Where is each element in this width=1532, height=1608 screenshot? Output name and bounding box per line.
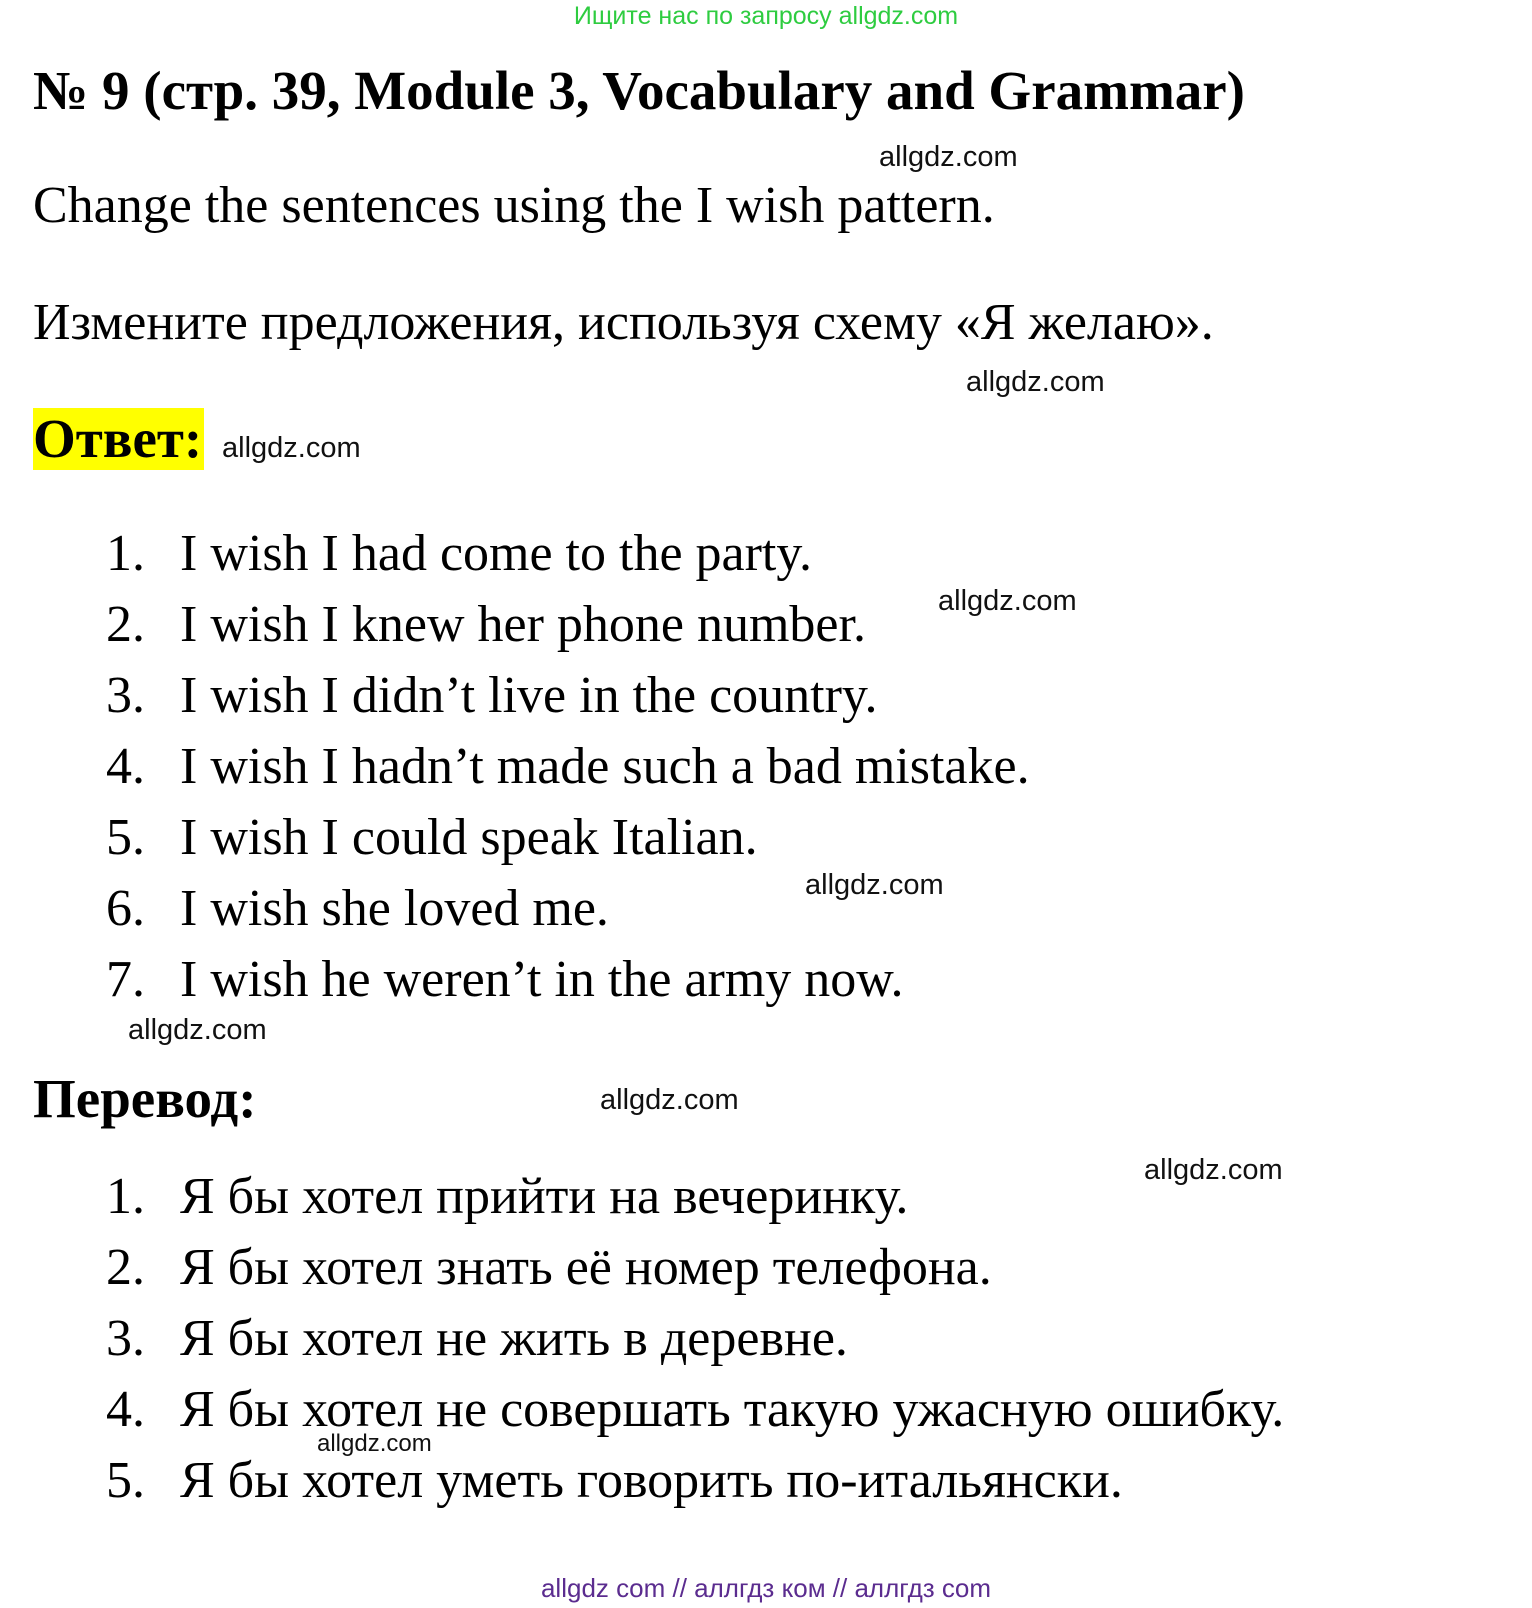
watermark: allgdz.com [966,366,1105,398]
item-number: 2. [106,596,145,653]
instruction-english: Change the sentences using the I wish pattern. [33,177,995,234]
item-number: 4. [106,738,145,795]
item-text: I wish she loved me. [180,880,609,937]
watermark: allgdz.com [938,585,1077,617]
watermark: allgdz.com [317,1430,432,1457]
item-text: Я бы хотел уметь говорить по-итальянски. [180,1452,1123,1509]
item-number: 6. [106,880,145,937]
item-text: Я бы хотел не жить в деревне. [180,1310,848,1367]
item-number: 2. [106,1239,145,1296]
item-text: Я бы хотел не совершать такую ужасную ошибку. [180,1381,1285,1438]
item-text: I wish he weren’t in the army now. [180,951,904,1008]
item-number: 5. [106,1452,145,1509]
item-number: 1. [106,525,145,582]
item-number: 4. [106,1381,145,1438]
watermark: allgdz.com [600,1084,739,1116]
item-text: I wish I had come to the party. [180,525,812,582]
page-title: № 9 (стр. 39, Module 3, Vocabulary and Grammar) [33,60,1245,121]
watermark: allgdz.com [222,432,361,464]
item-number: 5. [106,809,145,866]
instruction-russian: Измените предложения, используя схему «Я желаю». [33,294,1214,351]
item-text: I wish I could speak Italian. [180,809,758,866]
answer-heading: Ответ: [33,408,203,469]
item-number: 7. [106,951,145,1008]
top-banner: Ищите нас по запросу allgdz.com [573,2,959,30]
footer-watermark: allgdz com // аллгдз ком // аллгдз com [540,1573,992,1603]
watermark: allgdz.com [128,1014,267,1046]
item-text: I wish I knew her phone number. [180,596,866,653]
watermark: allgdz.com [1144,1154,1283,1186]
item-text: I wish I hadn’t made such a bad mistake. [180,738,1030,795]
watermark: allgdz.com [879,141,1018,173]
item-text: Я бы хотел прийти на вечеринку. [180,1168,909,1225]
item-text: I wish I didn’t live in the country. [180,667,878,724]
item-number: 3. [106,667,145,724]
item-text: Я бы хотел знать её номер телефона. [180,1239,992,1296]
item-number: 1. [106,1168,145,1225]
item-number: 3. [106,1310,145,1367]
translation-heading: Перевод: [33,1068,257,1129]
watermark: allgdz.com [805,869,944,901]
